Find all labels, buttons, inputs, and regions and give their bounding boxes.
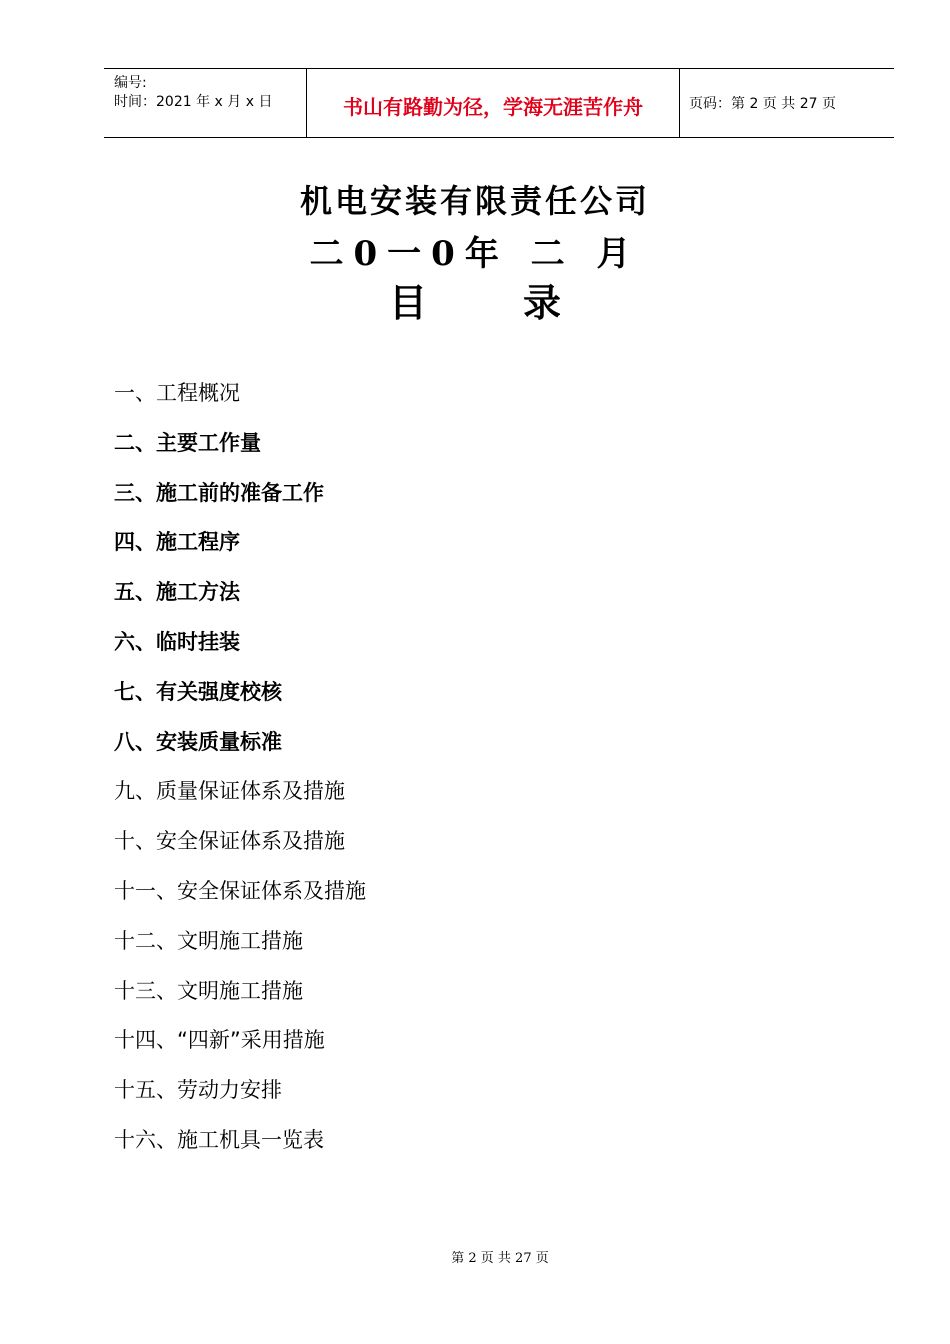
- header-meta-cell: [104, 69, 306, 137]
- document-number-label: 编号:: [114, 75, 147, 91]
- toc-item[interactable]: 十二、文明施工措施: [114, 928, 303, 953]
- page-footer: 第 2 页 共 27 页: [451, 1251, 549, 1266]
- toc-item[interactable]: 一、工程概况: [114, 381, 240, 405]
- toc-item[interactable]: 十六、施工机具一览表: [114, 1127, 324, 1152]
- toc-item[interactable]: 八、安装质量标准: [114, 729, 282, 754]
- toc-item[interactable]: 十五、劳动力安排: [114, 1078, 282, 1103]
- toc-item[interactable]: 十、安全保证体系及措施: [114, 829, 345, 854]
- company-title: 机电安装有限责任公司: [299, 182, 650, 220]
- toc-item[interactable]: 五、施工方法: [114, 580, 240, 605]
- toc-item[interactable]: 十一、安全保证体系及措施: [114, 878, 366, 903]
- table-of-contents: [114, 378, 366, 1175]
- toc-item[interactable]: 十三、文明施工措施: [114, 978, 303, 1003]
- date-title: 二0一0年 二 月: [309, 234, 641, 274]
- header-page-cell: [680, 69, 894, 137]
- header-page-info: 页码：第 2 页 共 27 页: [689, 96, 836, 112]
- toc-item[interactable]: 七、有关强度校核: [114, 679, 282, 704]
- toc-item[interactable]: 四、施工程序: [114, 530, 240, 555]
- toc-item[interactable]: 三、施工前的准备工作: [114, 480, 324, 505]
- toc-item[interactable]: 十四、“四新”采用措施: [114, 1028, 325, 1053]
- document-time-label: 时间：2021 年 x 月 x 日: [114, 94, 273, 110]
- document-header: [104, 68, 894, 138]
- toc-item[interactable]: 二、主要工作量: [114, 430, 261, 455]
- toc-heading: 目录: [388, 280, 657, 325]
- toc-item[interactable]: 六、临时挂装: [114, 629, 240, 654]
- toc-item[interactable]: 九、质量保证体系及措施: [114, 779, 345, 804]
- header-slogan: 书山有路勤为径，学海无涯苦作舟: [343, 95, 643, 119]
- header-slogan-cell: [306, 69, 680, 137]
